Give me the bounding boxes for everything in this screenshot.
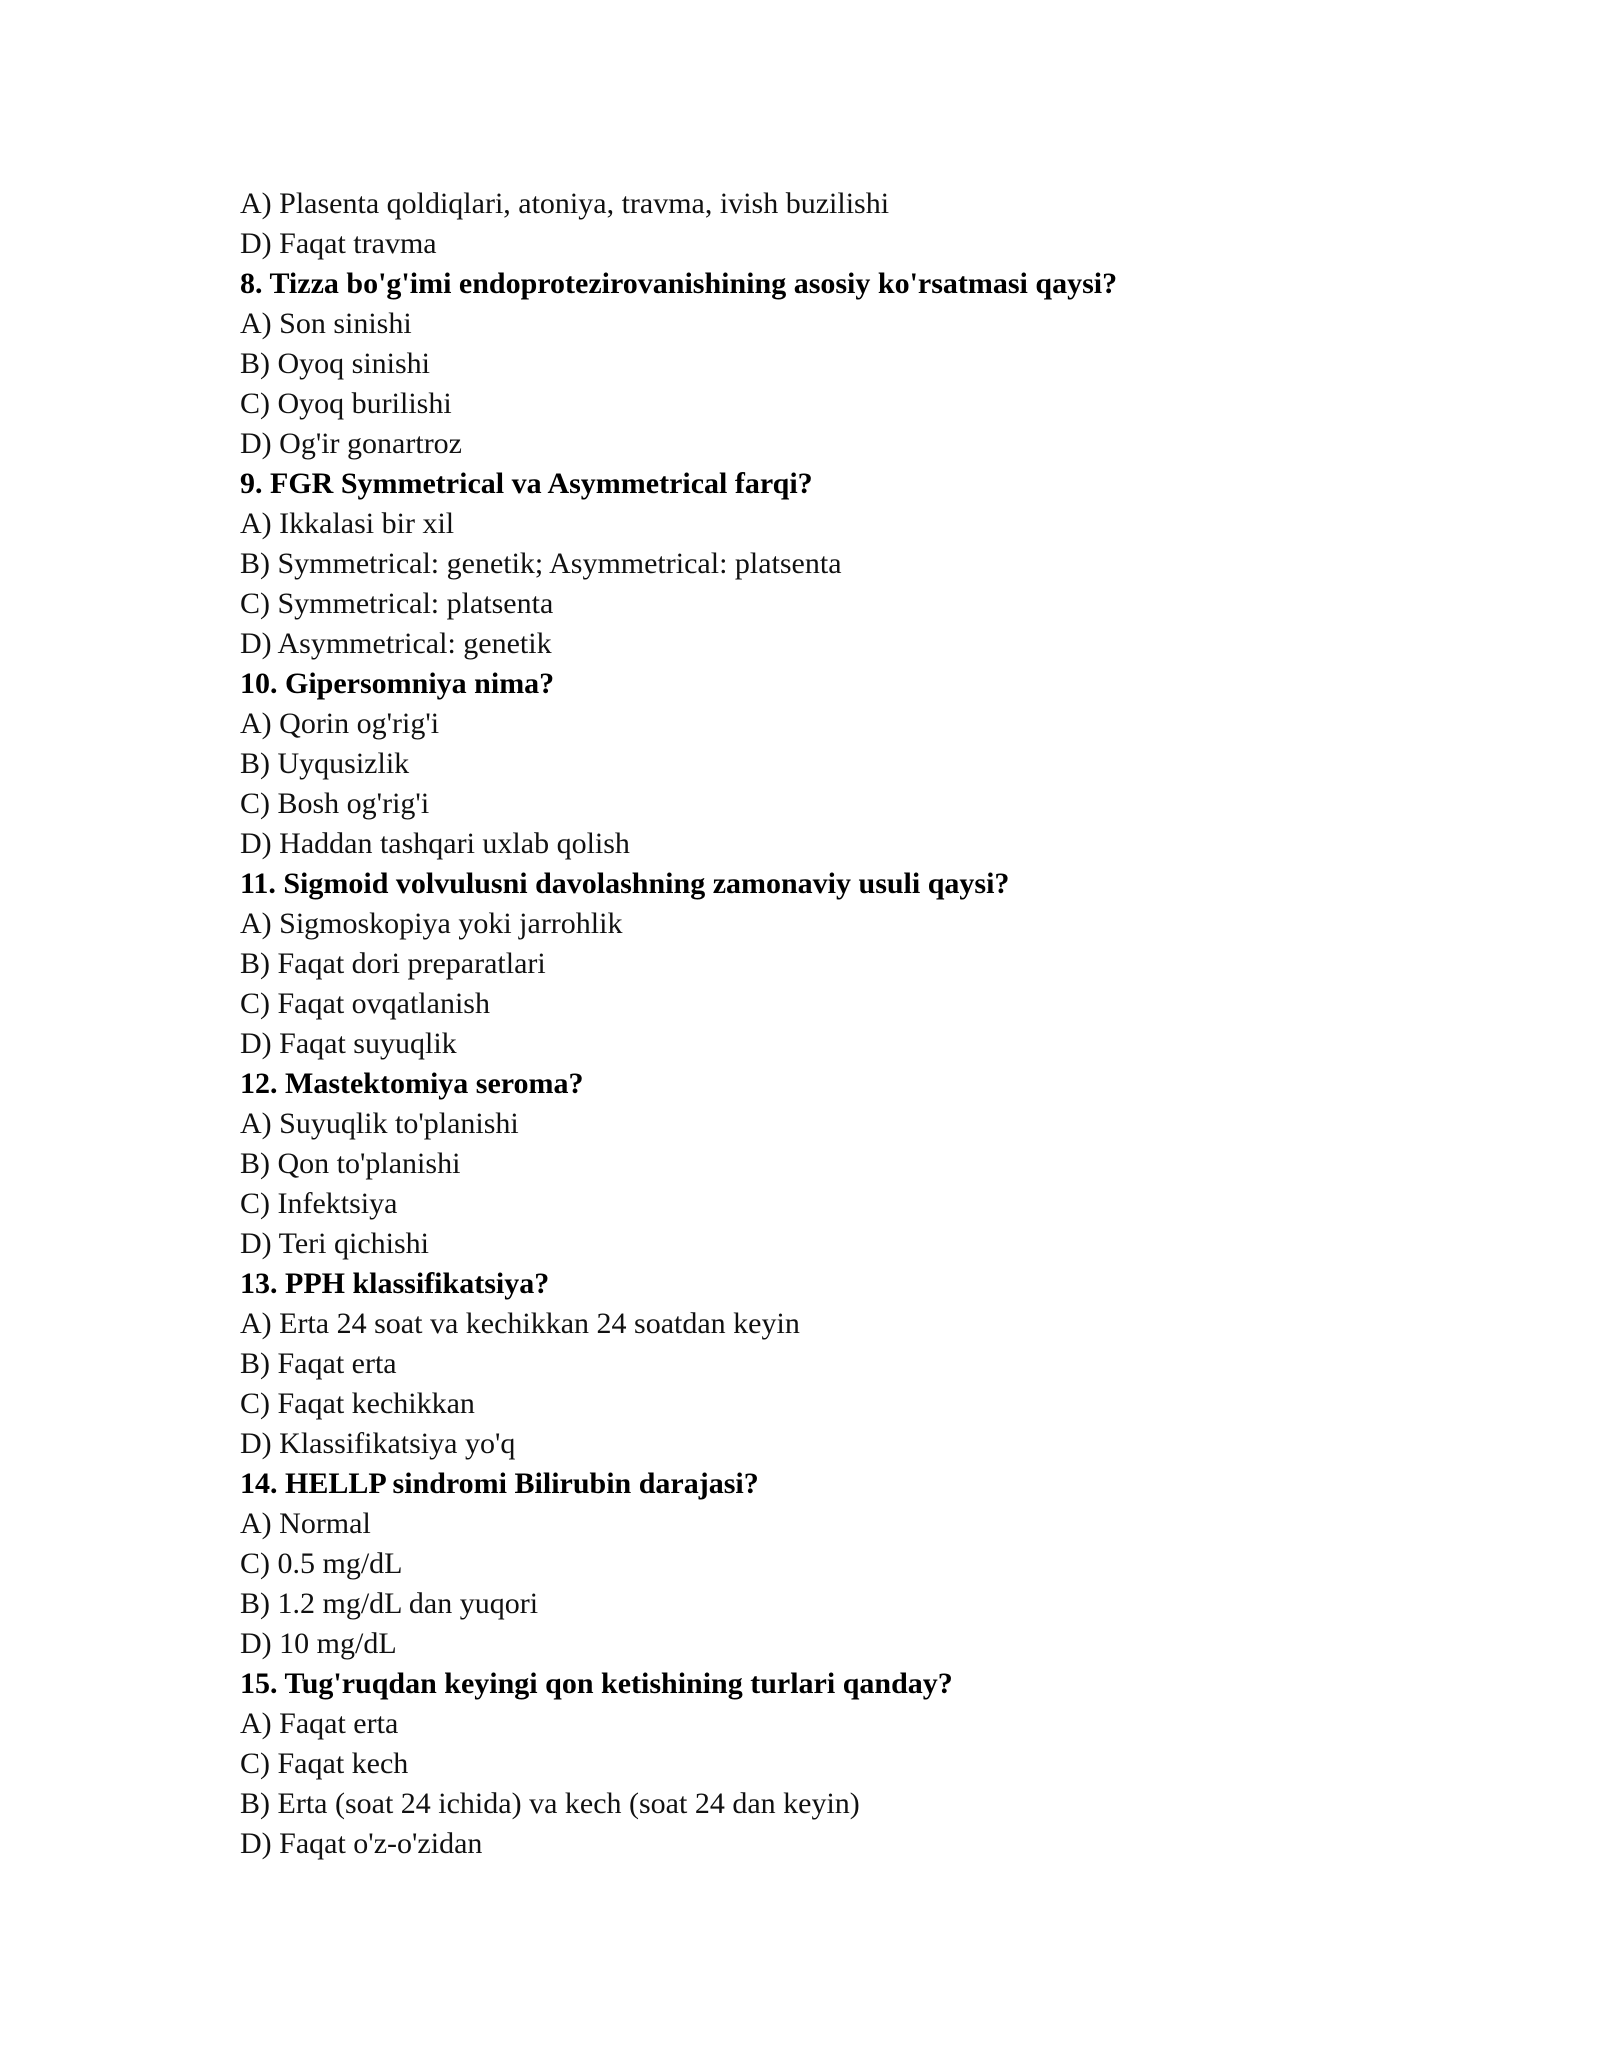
question-14-title: 14. HELLP sindromi Bilirubin darajasi? xyxy=(240,1467,759,1500)
question-9-title: 9. FGR Symmetrical va Asymmetrical farqi? xyxy=(240,467,813,500)
question-8-title: 8. Tizza bo'g'imi endoprotezirovanishining asosiy ko'rsatmasi qaysi? xyxy=(240,267,1118,300)
answer-option: B) Uyqusizlik xyxy=(240,747,410,780)
question-12-title: 12. Mastektomiya seroma? xyxy=(240,1067,584,1100)
answer-option: B) 1.2 mg/dL dan yuqori xyxy=(240,1587,539,1620)
answer-option: B) Symmetrical: genetik; Asymmetrical: platsenta xyxy=(240,547,842,580)
answer-option: D) Faqat o'z-o'zidan xyxy=(240,1827,483,1860)
answer-option: C) Oyoq burilishi xyxy=(240,387,452,420)
answer-option: A) Sigmoskopiya yoki jarrohlik xyxy=(240,907,623,940)
answer-option: A) Qorin og'rig'i xyxy=(240,707,440,740)
answer-option: D) Teri qichishi xyxy=(240,1227,429,1260)
answer-option: A) Normal xyxy=(240,1507,371,1540)
answer-option: A) Suyuqlik to'planishi xyxy=(240,1107,519,1140)
question-10-title: 10. Gipersomniya nima? xyxy=(240,667,555,700)
answer-option: B) Oyoq sinishi xyxy=(240,347,431,380)
answer-option: D) Asymmetrical: genetik xyxy=(240,627,552,660)
answer-option: B) Qon to'planishi xyxy=(240,1147,461,1180)
answer-option: A) Ikkalasi bir xil xyxy=(240,507,455,540)
answer-option: C) 0.5 mg/dL xyxy=(240,1547,403,1580)
answer-option: A) Erta 24 soat va kechikkan 24 soatdan keyin xyxy=(240,1307,800,1340)
answer-option: B) Faqat erta xyxy=(240,1347,397,1380)
answer-option: C) Infektsiya xyxy=(240,1187,398,1220)
answer-option: C) Bosh og'rig'i xyxy=(240,787,430,820)
answer-option: D) 10 mg/dL xyxy=(240,1627,397,1660)
answer-option: C) Faqat kechikkan xyxy=(240,1387,475,1420)
answer-option: C) Faqat ovqatlanish xyxy=(240,987,490,1020)
answer-option: A) Plasenta qoldiqlari, atoniya, travma, ivish buzilishi xyxy=(240,187,890,220)
question-15-title: 15. Tug'ruqdan keyingi qon ketishining turlari qanday? xyxy=(240,1667,953,1700)
answer-option: B) Faqat dori preparatlari xyxy=(240,947,546,980)
answer-option: A) Faqat erta xyxy=(240,1707,399,1740)
answer-option: A) Son sinishi xyxy=(240,307,412,340)
answer-option: D) Faqat travma xyxy=(240,227,437,260)
quiz-content xyxy=(240,184,1440,1864)
answer-option: C) Faqat kech xyxy=(240,1747,409,1780)
answer-option: D) Faqat suyuqlik xyxy=(240,1027,457,1060)
question-11-title: 11. Sigmoid volvulusni davolashning zamonaviy usuli qaysi? xyxy=(240,867,1010,900)
answer-option: D) Klassifikatsiya yo'q xyxy=(240,1427,516,1460)
answer-option: C) Symmetrical: platsenta xyxy=(240,587,554,620)
answer-option: D) Haddan tashqari uxlab qolish xyxy=(240,827,630,860)
question-13-title: 13. PPH klassifikatsiya? xyxy=(240,1267,550,1300)
answer-option: B) Erta (soat 24 ichida) va kech (soat 24 dan keyin) xyxy=(240,1787,860,1820)
answer-option: D) Og'ir gonartroz xyxy=(240,427,462,460)
